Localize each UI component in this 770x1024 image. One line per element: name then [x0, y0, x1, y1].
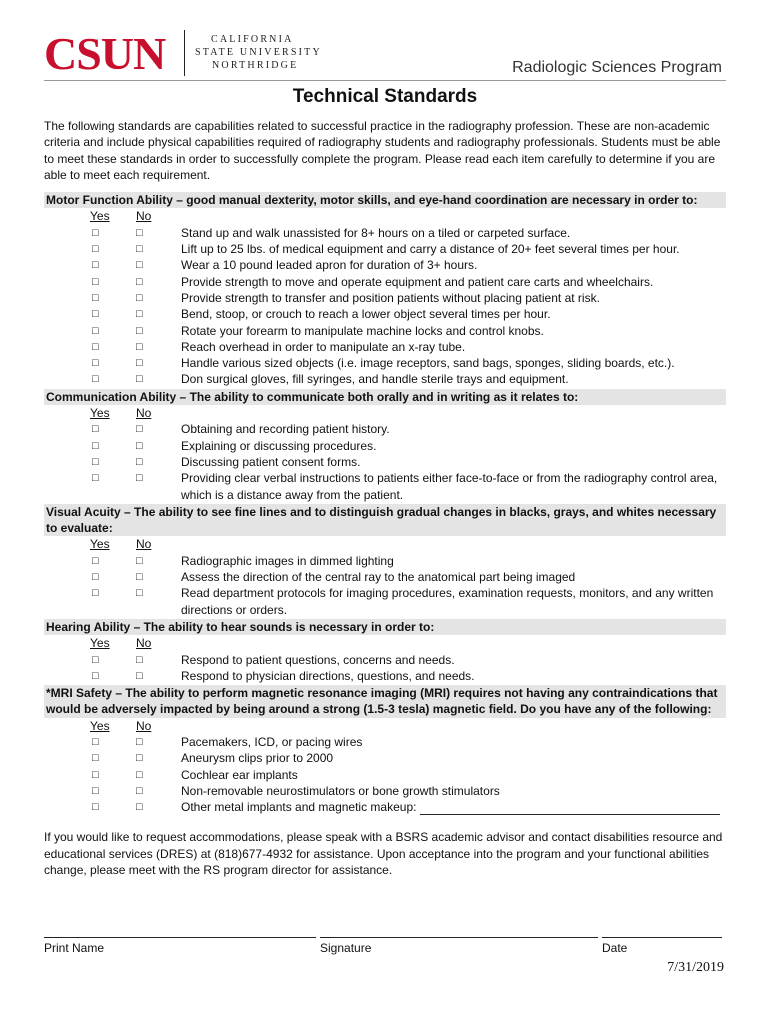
- no-column-label: No: [136, 537, 152, 552]
- logo-line-1: CALIFORNIA: [211, 34, 294, 45]
- standard-item-label: Cochlear ear implants: [181, 767, 298, 782]
- standard-item-label: Rotate your forearm to manipulate machine locks and control knobs.: [181, 323, 544, 338]
- standard-item-text: [181, 421, 726, 437]
- standard-item-text: [181, 306, 726, 322]
- logo-divider: [184, 30, 185, 76]
- no-checkbox[interactable]: □: [136, 373, 143, 386]
- no-checkbox[interactable]: □: [136, 439, 143, 452]
- yes-checkbox[interactable]: □: [92, 439, 99, 452]
- section-heading: Visual Acuity – The ability to see fine lines and to distinguish gradual changes in blacks, grays, and whites necessary to evaluate:: [44, 504, 726, 537]
- yes-checkbox[interactable]: □: [92, 357, 99, 370]
- standard-item: [44, 257, 726, 273]
- standard-item-label: Discussing patient consent forms.: [181, 454, 361, 469]
- no-checkbox[interactable]: □: [136, 455, 143, 468]
- no-checkbox[interactable]: □: [136, 259, 143, 272]
- no-checkbox[interactable]: □: [136, 587, 143, 600]
- standard-item-text: [181, 241, 726, 257]
- date-field[interactable]: [602, 937, 722, 955]
- no-checkbox[interactable]: □: [136, 357, 143, 370]
- standard-item-label: Don surgical gloves, fill syringes, and handle sterile trays and equipment.: [181, 372, 569, 387]
- standard-item: [44, 290, 726, 306]
- standard-item-text: [181, 371, 726, 387]
- standard-item: [44, 553, 726, 569]
- standard-item-text: [181, 799, 726, 815]
- standard-item-text: [181, 569, 726, 585]
- standard-item: [44, 668, 726, 684]
- standard-item-label: Read department protocols for imaging procedures, examination requests, monitors, and any written directions or orders.: [181, 586, 714, 617]
- standard-item: [44, 652, 726, 668]
- no-checkbox[interactable]: □: [136, 275, 143, 288]
- standard-item: [44, 355, 726, 371]
- no-checkbox[interactable]: □: [136, 291, 143, 304]
- yes-column-label: Yes: [90, 537, 110, 552]
- yes-checkbox[interactable]: □: [92, 226, 99, 239]
- standard-item-text: [181, 734, 726, 750]
- standard-item: [44, 421, 726, 437]
- no-checkbox[interactable]: □: [136, 801, 143, 814]
- standard-item-label: Lift up to 25 lbs. of medical equipment and carry a distance of 20+ feet several times per hour.: [181, 242, 680, 257]
- date-label: Date: [602, 941, 628, 955]
- header-rule: [44, 80, 726, 81]
- no-checkbox[interactable]: □: [136, 752, 143, 765]
- revision-date: 7/31/2019: [667, 960, 724, 975]
- standard-item-text: [181, 668, 726, 684]
- standard-item: [44, 750, 726, 766]
- sections-container: [44, 192, 726, 815]
- yes-checkbox[interactable]: □: [92, 243, 99, 256]
- standard-item-label: Obtaining and recording patient history.: [181, 422, 390, 437]
- standard-item-label: Pacemakers, ICD, or pacing wires: [181, 734, 363, 749]
- signature-line: [320, 937, 598, 938]
- standard-item: [44, 438, 726, 454]
- no-checkbox[interactable]: □: [136, 324, 143, 337]
- yes-checkbox[interactable]: □: [92, 587, 99, 600]
- yes-checkbox[interactable]: □: [92, 340, 99, 353]
- yes-checkbox[interactable]: □: [92, 308, 99, 321]
- no-column-label: No: [136, 636, 152, 651]
- logo-wordmark: CSUN: [44, 28, 166, 79]
- other-implants-input[interactable]: [420, 802, 720, 815]
- yes-checkbox[interactable]: □: [92, 472, 99, 485]
- standard-item-label: Stand up and walk unassisted for 8+ hours on a tiled or carpeted surface.: [181, 225, 571, 240]
- yes-checkbox[interactable]: □: [92, 291, 99, 304]
- yes-checkbox[interactable]: □: [92, 554, 99, 567]
- yes-column-label: Yes: [90, 406, 110, 421]
- no-checkbox[interactable]: □: [136, 735, 143, 748]
- standard-item: [44, 323, 726, 339]
- date-line: [602, 937, 722, 938]
- no-checkbox[interactable]: □: [136, 768, 143, 781]
- signature-field[interactable]: [320, 937, 598, 955]
- standard-item-label: Respond to patient questions, concerns and needs.: [181, 652, 455, 667]
- standard-item: [44, 454, 726, 470]
- no-checkbox[interactable]: □: [136, 308, 143, 321]
- standard-item-text: [181, 767, 726, 783]
- standard-item: [44, 371, 726, 387]
- no-checkbox[interactable]: □: [136, 571, 143, 584]
- standard-item-text: [181, 274, 726, 290]
- standard-item-label: Radiographic images in dimmed lighting: [181, 553, 394, 568]
- no-checkbox[interactable]: □: [136, 243, 143, 256]
- yes-checkbox[interactable]: □: [92, 455, 99, 468]
- standard-item-text: [181, 585, 726, 618]
- standard-item: [44, 569, 726, 585]
- yes-checkbox[interactable]: □: [92, 653, 99, 666]
- yes-column-label: Yes: [90, 718, 110, 733]
- section-heading: Motor Function Ability – good manual dexterity, motor skills, and eye-hand coordination are necessary in order to:: [44, 192, 726, 208]
- standard-item-text: [181, 438, 726, 454]
- standard-item-text: [181, 339, 726, 355]
- no-checkbox[interactable]: □: [136, 669, 143, 682]
- yes-checkbox[interactable]: □: [92, 752, 99, 765]
- no-checkbox[interactable]: □: [136, 423, 143, 436]
- yes-checkbox[interactable]: □: [92, 324, 99, 337]
- yes-column-label: Yes: [90, 209, 110, 224]
- standard-item-text: [181, 470, 726, 503]
- standard-item: [44, 470, 726, 503]
- standard-item: [44, 306, 726, 322]
- standard-item: [44, 241, 726, 257]
- yes-no-header: [44, 635, 726, 651]
- standard-item-text: [181, 454, 726, 470]
- standard-item-label: Assess the direction of the central ray to the anatomical part being imaged: [181, 570, 576, 585]
- standard-item-text: [181, 257, 726, 273]
- yes-checkbox[interactable]: □: [92, 735, 99, 748]
- standard-item-label: Wear a 10 pound leaded apron for duration of 3+ hours.: [181, 258, 478, 273]
- closing-paragraph: If you would like to request accommodations, please speak with a BSRS academic advisor and contact disabilities resource and educational services (DRES) at (818)677-4932 for assistance. Upon acceptance into the program and your functional abilities change, please meet with the RS program director for assistance.: [44, 830, 723, 878]
- yes-checkbox[interactable]: □: [92, 571, 99, 584]
- no-checkbox[interactable]: □: [136, 226, 143, 239]
- no-column-label: No: [136, 209, 152, 224]
- standard-item-label: Aneurysm clips prior to 2000: [181, 751, 334, 766]
- print-name-line: [44, 937, 316, 938]
- yes-no-header: [44, 718, 726, 734]
- program-name: Radiologic Sciences Program: [512, 59, 722, 76]
- standard-item-label: Providing clear verbal instructions to patients either face-to-face or from the radiography control area, which is a distance away from the patient.: [181, 471, 718, 502]
- standard-item: [44, 274, 726, 290]
- yes-no-header: [44, 536, 726, 552]
- logo-university-name: [195, 33, 322, 72]
- yes-checkbox[interactable]: □: [92, 423, 99, 436]
- signature-label: Signature: [320, 941, 372, 955]
- standard-item-text: [181, 323, 726, 339]
- yes-checkbox[interactable]: □: [92, 768, 99, 781]
- form-body: [44, 118, 726, 890]
- standard-item-text: [181, 225, 726, 241]
- standard-item-label: Non-removable neurostimulators or bone growth stimulators: [181, 783, 500, 798]
- standard-item-text: [181, 355, 726, 371]
- section-heading: *MRI Safety – The ability to perform magnetic resonance imaging (MRI) requires not having any contraindications that would be adversely impacted by being around a strong (1.5-3 tesla) magnetic field. Do you have any of the following:: [44, 685, 726, 718]
- yes-checkbox[interactable]: □: [92, 275, 99, 288]
- standard-item: [44, 767, 726, 783]
- standard-item-label: Provide strength to move and operate equipment and patient care carts and wheelchairs.: [181, 274, 654, 289]
- print-name-field[interactable]: [44, 937, 316, 955]
- yes-no-header: [44, 208, 726, 224]
- print-name-label: Print Name: [44, 941, 105, 955]
- no-checkbox[interactable]: □: [136, 554, 143, 567]
- standard-item-label: Explaining or discussing procedures.: [181, 438, 377, 453]
- standard-item: [44, 225, 726, 241]
- standard-item-label: Bend, stoop, or crouch to reach a lower object several times per hour.: [181, 307, 551, 322]
- section-heading: Hearing Ability – The ability to hear sounds is necessary in order to:: [44, 619, 726, 635]
- yes-checkbox[interactable]: □: [92, 801, 99, 814]
- standard-item: [44, 339, 726, 355]
- intro-paragraph: The following standards are capabilities related to successful practice in the radiography profession. These are non-academic criteria and include physical capabilities required of radiography students and radiography professionals. Students must be able to meet these standards in order to successfully complete the program. Please read each item carefully to determine if you are able to meet each requirement.: [44, 119, 721, 182]
- yes-checkbox[interactable]: □: [92, 784, 99, 797]
- standard-item-text: [181, 553, 726, 569]
- standard-item-text: [181, 652, 726, 668]
- yes-checkbox[interactable]: □: [92, 259, 99, 272]
- no-checkbox[interactable]: □: [136, 472, 143, 485]
- logo-line-2: STATE UNIVERSITY: [195, 47, 322, 58]
- standard-item-label: Other metal implants and magnetic makeup:: [181, 800, 417, 815]
- standard-item-text: [181, 783, 726, 799]
- standard-item-label: Reach overhead in order to manipulate an x-ray tube.: [181, 339, 466, 354]
- standard-item-label: Provide strength to transfer and position patients without placing patient at risk.: [181, 290, 600, 305]
- section-heading: Communication Ability – The ability to communicate both orally and in writing as it relates to:: [44, 389, 726, 405]
- standard-item-label: Handle various sized objects (i.e. image receptors, sand bags, sponges, sliding boards, etc.).: [181, 356, 675, 371]
- standard-item-label: Respond to physician directions, questions, and needs.: [181, 668, 475, 683]
- yes-no-header: [44, 405, 726, 421]
- standard-item: [44, 734, 726, 750]
- standard-item: [44, 799, 726, 815]
- logo-line-3: NORTHRIDGE: [212, 60, 299, 71]
- page-title: Technical Standards: [292, 86, 478, 107]
- no-checkbox[interactable]: □: [136, 784, 143, 797]
- no-checkbox[interactable]: □: [136, 340, 143, 353]
- standard-item-text: [181, 290, 726, 306]
- yes-checkbox[interactable]: □: [92, 373, 99, 386]
- yes-checkbox[interactable]: □: [92, 669, 99, 682]
- standard-item: [44, 585, 726, 618]
- yes-column-label: Yes: [90, 636, 110, 651]
- no-checkbox[interactable]: □: [136, 653, 143, 666]
- no-column-label: No: [136, 718, 152, 733]
- standard-item: [44, 783, 726, 799]
- standard-item-text: [181, 750, 726, 766]
- no-column-label: No: [136, 406, 152, 421]
